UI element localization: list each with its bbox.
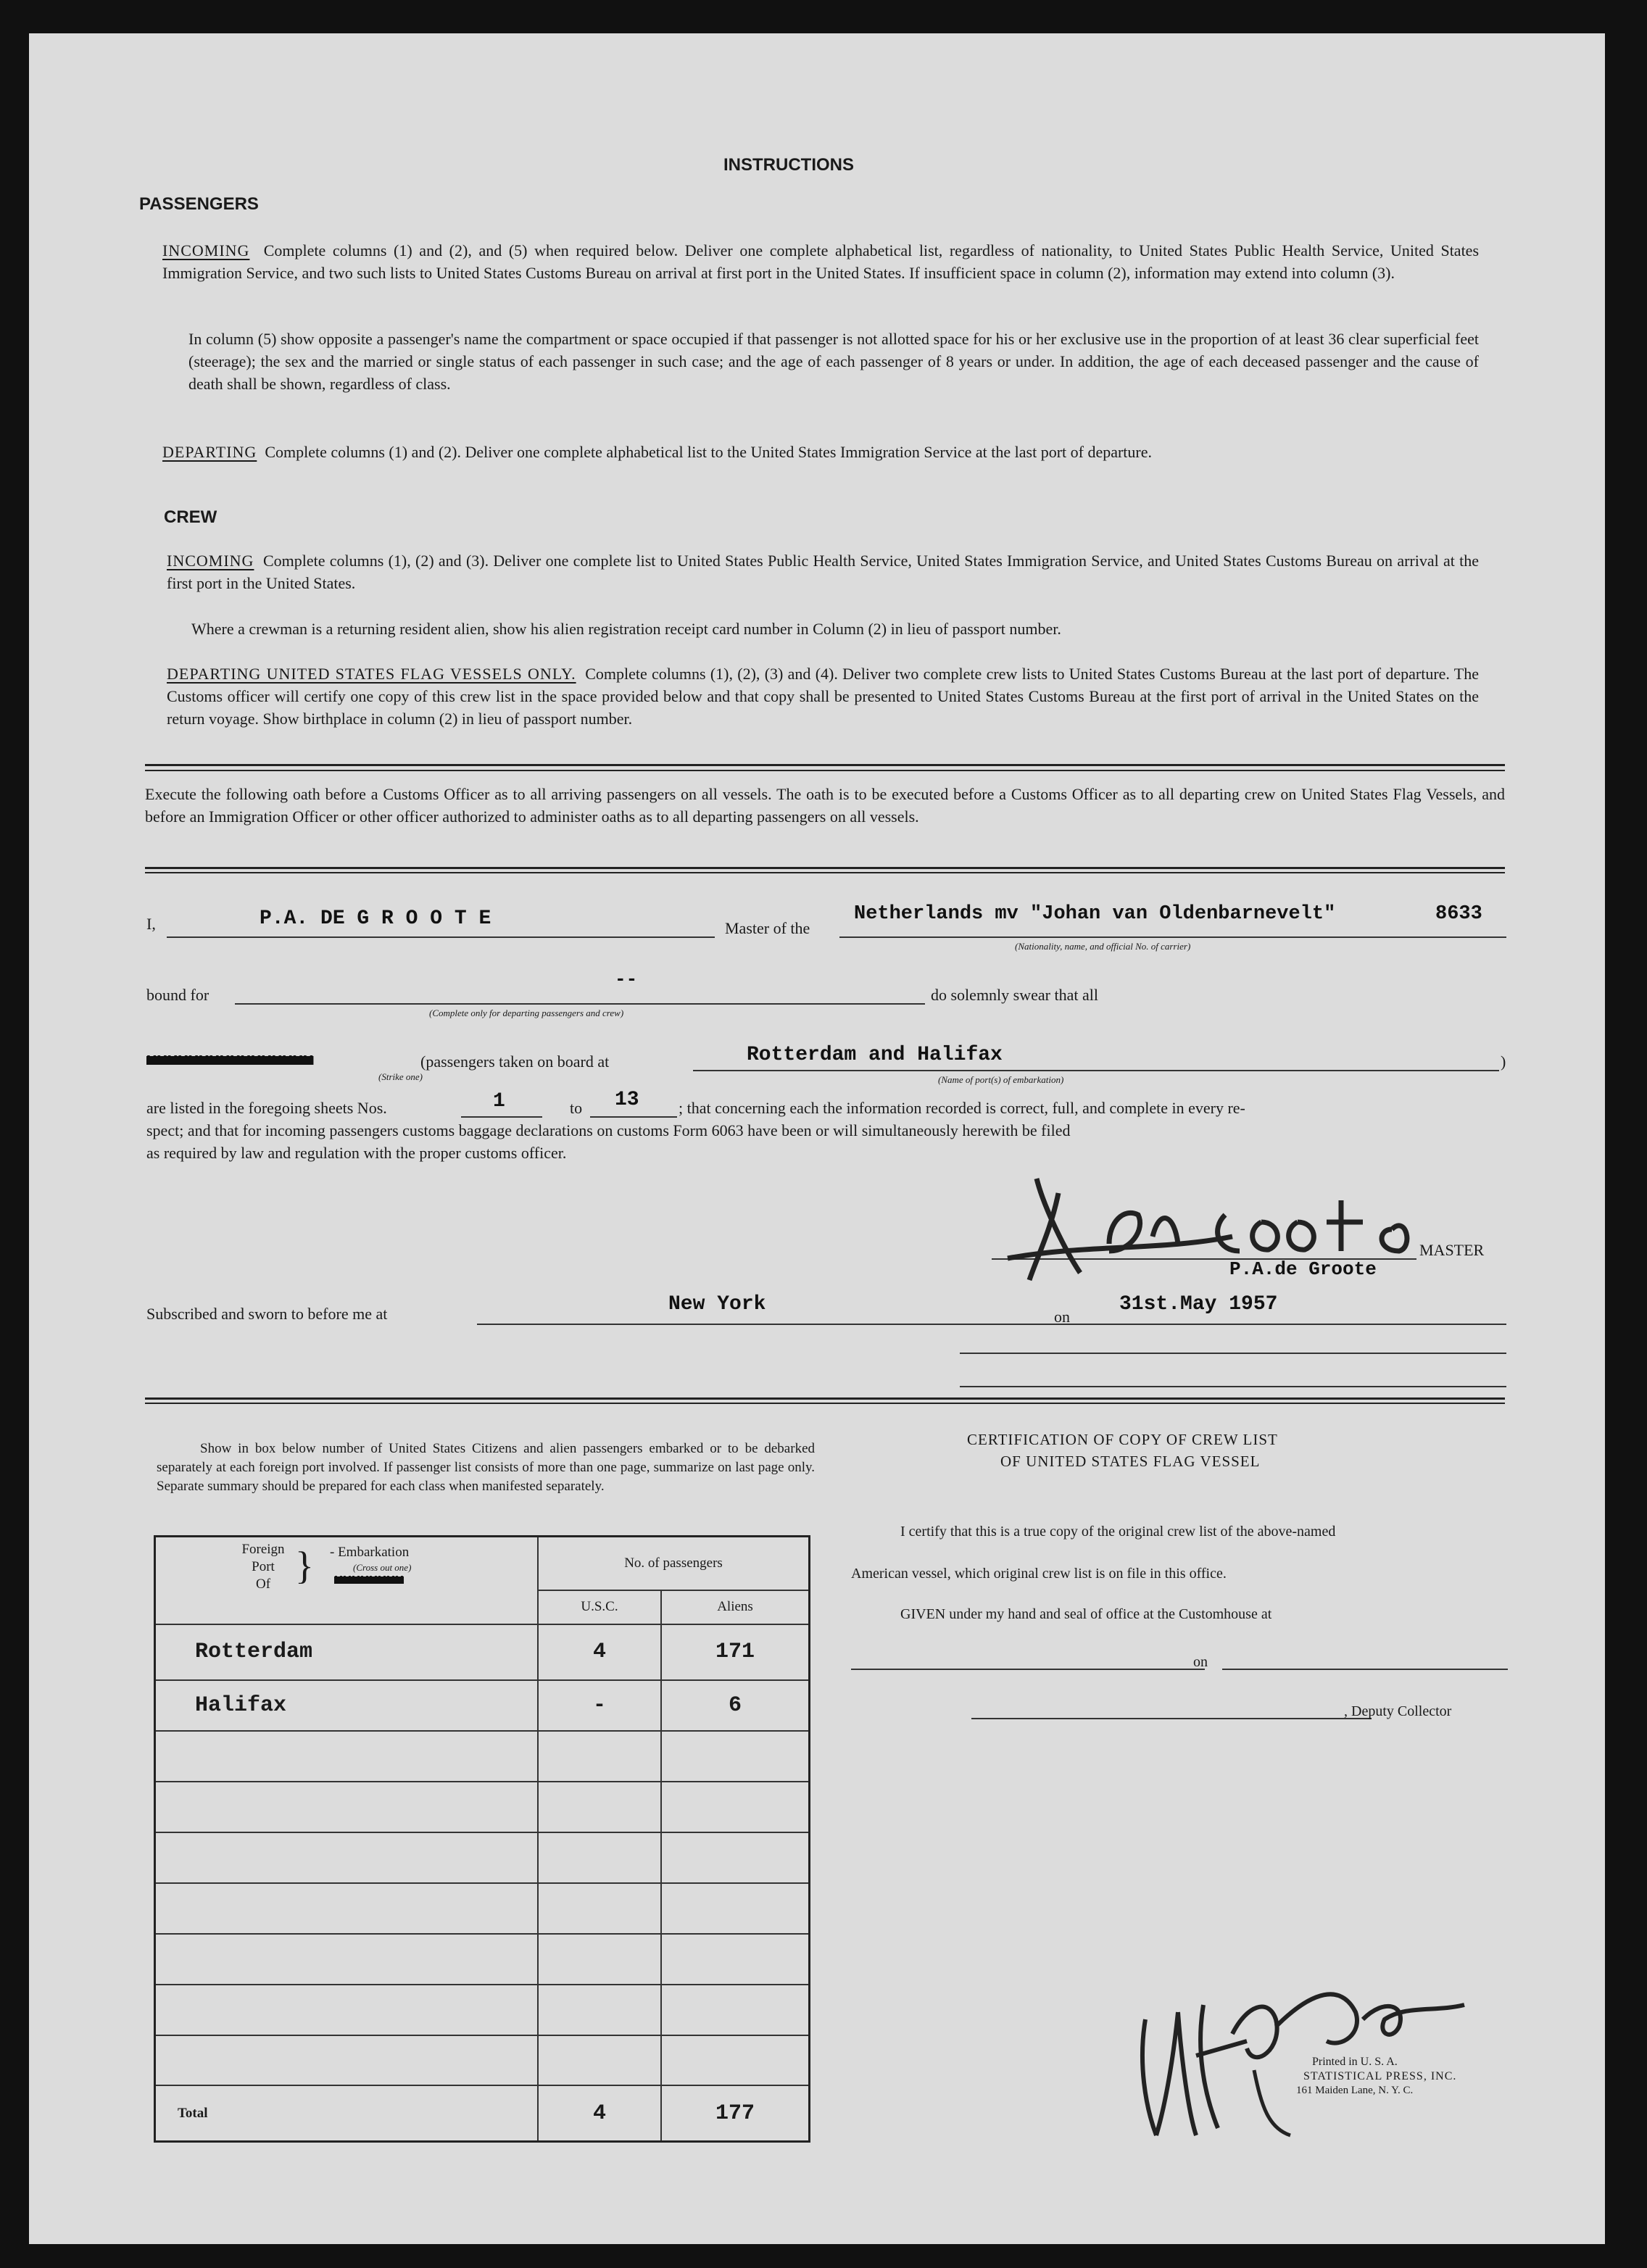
master-name: P.A. DE G R O O T E — [260, 907, 491, 930]
incoming-text: Complete columns (1) and (2), and (5) when required below. Deliver one complete alphabetical list, regardless of nationality, to United States Public Health Service, United States Immigration Service, and two such lists to United States Customs Bureau on arrival at first port in the United States. If insufficient space in column (2), information may extend into column (3). — [162, 241, 1480, 282]
divider-rule — [145, 1403, 1505, 1404]
total-row — [155, 2085, 810, 2141]
col-aliens: Aliens — [661, 1590, 810, 1624]
swear-label: do solemnly swear that all — [931, 986, 1098, 1004]
table-row-empty — [155, 1883, 810, 1934]
master-label: MASTER — [1419, 1241, 1485, 1259]
oath-intro: Execute the following oath before a Customs Officer as to all arriving passengers on all vessels. The oath is to be executed before a Customs Officer as to all departing crew on United States Flag Vessels, and before an Immigration Officer or other officer authorized to administer oaths as to all departing passengers on all vessels. — [145, 785, 1505, 826]
sworn-date-line — [1079, 1324, 1506, 1325]
table-row — [155, 1624, 810, 1680]
col-struck: xxxxxxxx — [334, 1572, 405, 1589]
sheet-to-line — [590, 1116, 677, 1118]
usc-cell: 4 — [538, 1624, 661, 1680]
passengers-label: (passengers taken on board at — [420, 1052, 610, 1071]
total-label: Total — [155, 2085, 539, 2141]
column5-paragraph: In column (5) show opposite a passenger's name the compartment or space occupied if that passenger is not allotted space for his or her exclusive use in the proportion of at least 36 clear superficial feet (steerage); the sex and the married or single status of each passenger in such case; and the age of each passenger of 8 years or under. In addition, the age of each deceased passenger and the cause of death shall be shown, regardless of class. — [188, 330, 1479, 393]
printer-line-3: 161 Maiden Lane, N. Y. C. — [1296, 2085, 1414, 2096]
bound-for-line — [235, 1003, 925, 1005]
close-paren: ) — [1501, 1052, 1506, 1071]
passenger-summary-table — [154, 1535, 810, 2143]
on-label: on — [1054, 1308, 1070, 1326]
deputy-collector-line — [971, 1718, 1372, 1719]
printer-line-2: STATISTICAL PRESS, INC. — [1303, 2070, 1457, 2082]
deputy-collector-label: , Deputy Collector — [1344, 1703, 1452, 1719]
sheet-to: 13 — [615, 1089, 639, 1111]
blank-line — [960, 1353, 1506, 1354]
divider-rule — [145, 872, 1505, 873]
document-page — [29, 33, 1605, 2244]
master-stamp: P.A.de Groote — [1229, 1258, 1377, 1280]
certification-title-2: OF UNITED STATES FLAG VESSEL — [1000, 1453, 1261, 1470]
master-of-label: Master of the — [725, 919, 810, 937]
divider-rule — [145, 770, 1505, 771]
vessel-caption: (Nationality, name, and official No. of carrier) — [1015, 941, 1191, 952]
sheets-text-3: as required by law and regulation with the proper customs officer. — [146, 1144, 567, 1162]
crew-heading: CREW — [164, 507, 217, 527]
col-passengers: No. of passengers — [538, 1537, 810, 1591]
table-row-empty — [155, 2035, 810, 2086]
certification-line-3: GIVEN under my hand and seal of office at the Customhouse at — [900, 1606, 1272, 1622]
blank-line — [960, 1386, 1506, 1387]
header-port-cell — [155, 1537, 539, 1624]
aliens-cell: 6 — [661, 1680, 810, 1731]
ports-value: Rotterdam and Halifax — [747, 1044, 1003, 1066]
master-name-line — [167, 936, 715, 938]
struck-crew-word: xxxxxxxxxxxxxxxx — [146, 1051, 314, 1071]
instructions-title: INSTRUCTIONS — [723, 155, 854, 175]
certification-title-1: CERTIFICATION OF COPY OF CREW LIST — [967, 1431, 1278, 1448]
port-cell: Halifax — [155, 1680, 539, 1731]
col-port: Port — [252, 1559, 275, 1574]
sworn-place: New York — [668, 1293, 766, 1316]
crew-resident-paragraph: Where a crewman is a returning resident alien, show his alien registration receipt card number in Column (2) in lieu of passport number. — [191, 620, 1061, 638]
divider-rule — [145, 867, 1505, 869]
crew-departing-paragraph — [167, 662, 1479, 730]
incoming-label: INCOMING — [162, 241, 250, 259]
passengers-heading: PASSENGERS — [139, 194, 259, 214]
bound-for-caption: (Complete only for departing passengers and crew) — [429, 1008, 624, 1018]
subscribed-label: Subscribed and sworn to before me at — [146, 1305, 388, 1323]
total-aliens: 177 — [661, 2085, 810, 2141]
port-cell: Rotterdam — [155, 1624, 539, 1680]
customhouse-line — [851, 1669, 1205, 1670]
summary-note: Show in box below number of United States Citizens and alien passengers embarked or to be debarked separately at each foreign port involved. If passenger list consists of more than one page, summarize on last page only. Separate summary should be prepared for each class when manifested separately. — [157, 1441, 815, 1494]
table-row-empty — [155, 1782, 810, 1832]
crew-departing-text: Complete columns (1), (2), (3) and (4). Deliver two complete crew lists to United States Customs Bureau at the last port of departure. The Customs officer will certify one copy of this crew list in the space provided below and that copy shall be presented to United States Customs Bureau at the first port of arrival in the United States on the return voyage. Show birthplace in column (2) in lieu of passport number. — [167, 665, 1480, 728]
inspector-handwritten-initials — [1124, 1961, 1486, 2150]
vessel-name: Netherlands mv "Johan van Oldenbarnevelt" — [854, 903, 1336, 925]
to-label: to — [570, 1099, 583, 1117]
vessel-line — [839, 936, 1506, 938]
certification-line-2: American vessel, which original crew list is on file in this office. — [851, 1566, 1227, 1582]
aliens-cell: 171 — [661, 1624, 810, 1680]
ports-line — [693, 1070, 1499, 1071]
certification-date-line — [1222, 1669, 1508, 1670]
sheets-text-1: ; that concerning each the information recorded is correct, full, and complete in every re- — [679, 1099, 1245, 1117]
col-embarkation: - Embarkation — [330, 1545, 410, 1560]
table-row-empty — [155, 1832, 810, 1883]
divider-rule — [145, 1397, 1505, 1400]
col-usc: U.S.C. — [538, 1590, 661, 1624]
divider-rule — [145, 764, 1505, 766]
crew-departing-label: DEPARTING UNITED STATES FLAG VESSELS ONLY. — [167, 665, 576, 683]
usc-cell: - — [538, 1680, 661, 1731]
brace-icon: } — [295, 1544, 314, 1587]
departing-text: Complete columns (1) and (2). Deliver one complete alphabetical list to the United States Immigration Service at the last port of departure. — [265, 443, 1153, 461]
passengers-incoming-paragraph — [162, 239, 1479, 284]
crew-incoming-text: Complete columns (1), (2) and (3). Deliver one complete list to United States Public Health Service, United States Immigration Service, and United States Customs Bureau on arrival at the first port in the United States. — [167, 552, 1480, 592]
total-usc: 4 — [538, 2085, 661, 2141]
table-row-empty — [155, 1985, 810, 2035]
sheet-from: 1 — [493, 1090, 505, 1113]
ports-caption: (Name of port(s) of embarkation) — [938, 1074, 1064, 1085]
col-of: Of — [255, 1577, 271, 1592]
departing-label: DEPARTING — [162, 443, 257, 461]
sworn-place-line — [477, 1324, 1080, 1325]
certification-line-1: I certify that this is a true copy of the original crew list of the above-named — [900, 1524, 1336, 1540]
i-label: I, — [146, 915, 156, 933]
table-row-empty — [155, 1934, 810, 1985]
sheets-label: are listed in the foregoing sheets Nos. — [146, 1099, 387, 1117]
crew-incoming-label: INCOMING — [167, 552, 254, 570]
vessel-official-no: 8633 — [1435, 903, 1482, 925]
col-foreign: Foreign — [241, 1542, 285, 1557]
sworn-date: 31st.May 1957 — [1119, 1293, 1278, 1316]
sheet-from-line — [461, 1116, 542, 1118]
passengers-departing-paragraph — [162, 441, 1479, 463]
col-cross-out: (Cross out one) — [353, 1562, 412, 1573]
table-row — [155, 1680, 810, 1731]
crew-incoming-paragraph — [167, 549, 1479, 594]
bound-for-label: bound for — [146, 986, 209, 1004]
strike-caption: (Strike one) — [378, 1071, 423, 1082]
table-row-empty — [155, 1731, 810, 1782]
sheets-text-2: spect; and that for incoming passengers customs baggage declarations on customs Form 6063 have been or will simultaneously herewith be filed — [146, 1121, 1071, 1139]
printer-line-1: Printed in U. S. A. — [1312, 2056, 1398, 2068]
bound-for-value: -- — [615, 968, 638, 990]
certification-on-label: on — [1193, 1654, 1208, 1670]
